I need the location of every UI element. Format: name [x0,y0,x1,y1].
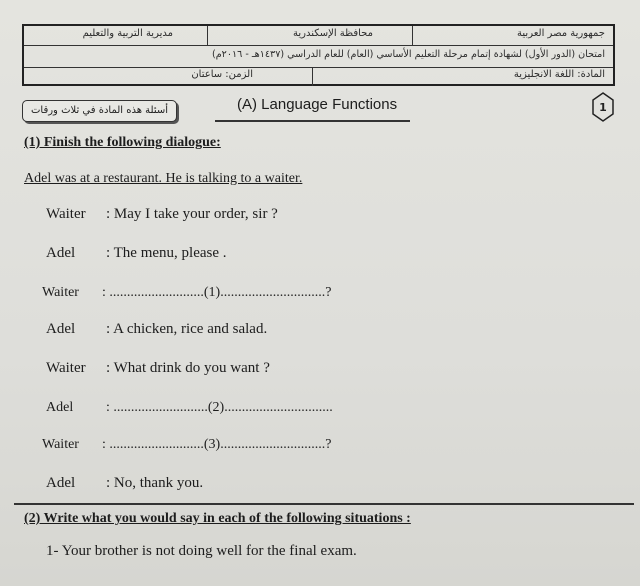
dialogue-line [46,321,267,338]
header-row-2 [24,45,613,68]
exam-label: امتحان (الدور الأول) لشهادة إتمام مرحلة التعليم الأساسي (العام) للعام الدراسي (١٤٣٧هـ - ٢٠١٦م) [211,49,605,60]
hexagon-icon [592,92,614,122]
question-1-intro: Adel was at a restaurant. He is talking to a waiter. [24,171,303,186]
directorate-label: مديرية التربية والتعليم [82,28,173,39]
exam-header-table [22,24,615,86]
section-title-underline [215,120,410,122]
country-label: جمهورية مصر العربية [517,28,605,39]
question-1-title: (1) Finish the following dialogue: [24,135,221,150]
dialogue-line-blank [42,285,331,301]
speaker: Waiter [42,437,79,452]
header-divider [207,26,208,45]
dialogue-line [46,475,203,492]
dialogue-line [46,360,270,377]
utterance: : No, thank you. [106,475,204,491]
speaker: Waiter [42,285,79,300]
page-number-badge [592,92,614,122]
answer-blank[interactable]: : ...........................(2)............................... [106,400,333,415]
speaker: Adel [46,321,76,337]
dialogue-line-blank [46,400,333,416]
pages-note-box: أسئلة هذه المادة في ثلاث ورقات [22,100,177,122]
utterance: : The menu, please . [106,245,227,261]
utterance: : A chicken, rice and salad. [106,321,268,337]
header-row-1 [24,26,613,46]
answer-blank[interactable]: : ...........................(1)..............................? [102,285,332,300]
section-title: (A) Language Functions [237,96,398,113]
governorate-label: محافظة الإسكندرية [292,28,373,39]
speaker: Adel [46,400,74,415]
header-divider [412,26,413,45]
page-number: 1 [599,101,607,114]
header-divider [312,67,313,86]
question-2-title: (2) Write what you would say in each of the following situations : [24,511,411,526]
speaker: Adel [46,245,76,261]
utterance: : What drink do you want ? [106,360,270,376]
header-row-3 [24,67,613,86]
subject-label: المادة: اللغة الانجليزية [513,69,605,80]
section-divider [14,503,634,505]
time-label: الزمن: ساعتان [191,69,253,80]
dialogue-line [46,245,227,262]
speaker: Waiter [46,360,86,376]
dialogue-line-blank [42,437,331,453]
utterance: : May I take your order, sir ? [106,206,278,222]
answer-blank[interactable]: : ...........................(3)..............................? [102,437,332,452]
speaker: Adel [46,475,76,491]
dialogue-line [46,206,278,223]
speaker: Waiter [46,206,86,222]
situation-1: 1- Your brother is not doing well for the final exam. [46,543,357,559]
